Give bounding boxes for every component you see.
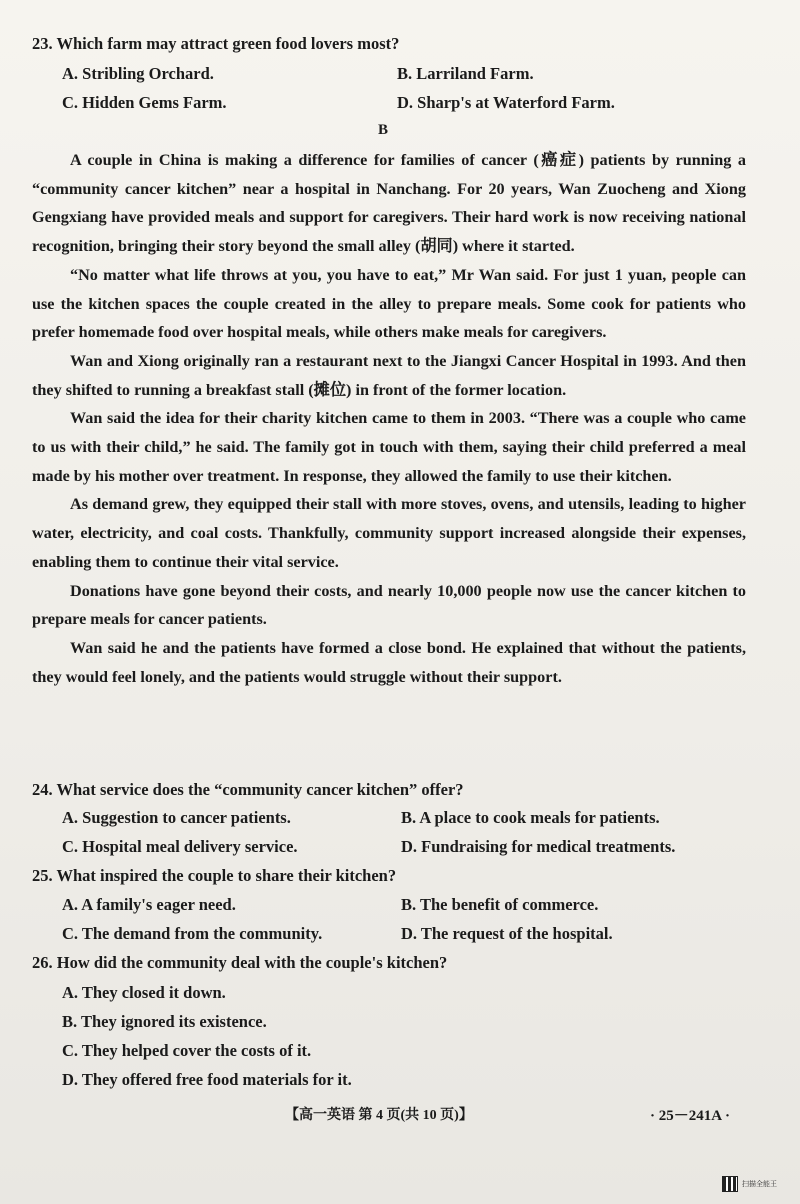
question-24-stem: 24. What service does the “community cancer kitchen” offer? bbox=[32, 780, 464, 799]
question-24-option-b: B. A place to cook meals for patients. bbox=[401, 808, 660, 827]
paper-code: · 25－241A · bbox=[650, 1108, 731, 1124]
question-23-option-d: D. Sharp's at Waterford Farm. bbox=[397, 93, 615, 112]
passage-paragraph: Wan said he and the patients have formed a close bond. He explained that without the patients, they would feel lonely, and the patients would struggle without their support. bbox=[32, 638, 746, 686]
question-26-option-d: D. They offered free food materials for it. bbox=[62, 1070, 352, 1089]
question-24-option-a: A. Suggestion to cancer patients. bbox=[62, 808, 291, 827]
qr-code-icon bbox=[722, 1176, 738, 1192]
reading-passage bbox=[32, 146, 746, 691]
question-25-option-c: C. The demand from the community. bbox=[62, 924, 323, 943]
question-23-option-a: A. Stribling Orchard. bbox=[62, 64, 214, 83]
question-24-option-c: C. Hospital meal delivery service. bbox=[62, 837, 298, 856]
question-25-option-a: A. A family's eager need. bbox=[62, 895, 236, 914]
question-26-option-a: A. They closed it down. bbox=[62, 983, 226, 1002]
question-23-stem: 23. Which farm may attract green food lovers most? bbox=[32, 34, 400, 53]
section-heading: B bbox=[378, 122, 389, 138]
scanner-watermark bbox=[722, 1173, 777, 1195]
question-25-option-d: D. The request of the hospital. bbox=[401, 924, 613, 943]
question-26-option-b: B. They ignored its existence. bbox=[62, 1012, 267, 1031]
passage-paragraph: Wan said the idea for their charity kitchen came to them in 2003. “There was a couple who came to us with their child,” he said. The family got in touch with them, saying their child preferred a meal made by his mother over treatment. In response, they allowed the family to use their kitchen. bbox=[32, 409, 746, 485]
passage-paragraph: “No matter what life throws at you, you have to eat,” Mr Wan said. For just 1 yuan, people can use the kitchen spaces the couple created in the alley to prepare meals. Some cook for patients who prefer homemade food over hospital meals, while others make meals for caregivers. bbox=[32, 265, 746, 342]
passage-paragraph: Wan and Xiong originally ran a restaurant next to the Jiangxi Cancer Hospital in 1993. And then they shifted to running a breakfast stall (摊位) in front of the former location. bbox=[32, 351, 746, 399]
question-23-option-b: B. Larriland Farm. bbox=[397, 64, 534, 83]
passage-paragraph: A couple in China is making a difference for families of cancer (癌症) patients by running a “community cancer kitchen” near a hospital in Nanchang. For 20 years, Wan Zuocheng and Xiong Gengxiang have provided meals and support for caregivers. Their hard work is now receiving national recognition, bringing their story beyond the small alley (胡同) where it started. bbox=[32, 151, 746, 256]
scanner-brand: 扫描全能王 bbox=[742, 1180, 777, 1188]
question-25-option-b: B. The benefit of commerce. bbox=[401, 895, 599, 914]
passage-paragraph: Donations have gone beyond their costs, and nearly 10,000 people now use the cancer kitchen to prepare meals for cancer patients. bbox=[32, 581, 746, 629]
question-23-option-c: C. Hidden Gems Farm. bbox=[62, 93, 227, 112]
passage-paragraph: As demand grew, they equipped their stall with more stoves, ovens, and utensils, leading to higher water, electricity, and coal costs. Thankfully, community support increased alongside their expenses, enabling them to continue their vital service. bbox=[32, 495, 746, 571]
question-26-option-c: C. They helped cover the costs of it. bbox=[62, 1041, 312, 1060]
question-25-stem: 25. What inspired the couple to share their kitchen? bbox=[32, 866, 397, 885]
question-24-option-d: D. Fundraising for medical treatments. bbox=[401, 837, 676, 856]
page-footer-label: 【高一英语 第 4 页(共 10 页)】 bbox=[285, 1108, 473, 1123]
question-26-stem: 26. How did the community deal with the couple's kitchen? bbox=[32, 953, 448, 972]
